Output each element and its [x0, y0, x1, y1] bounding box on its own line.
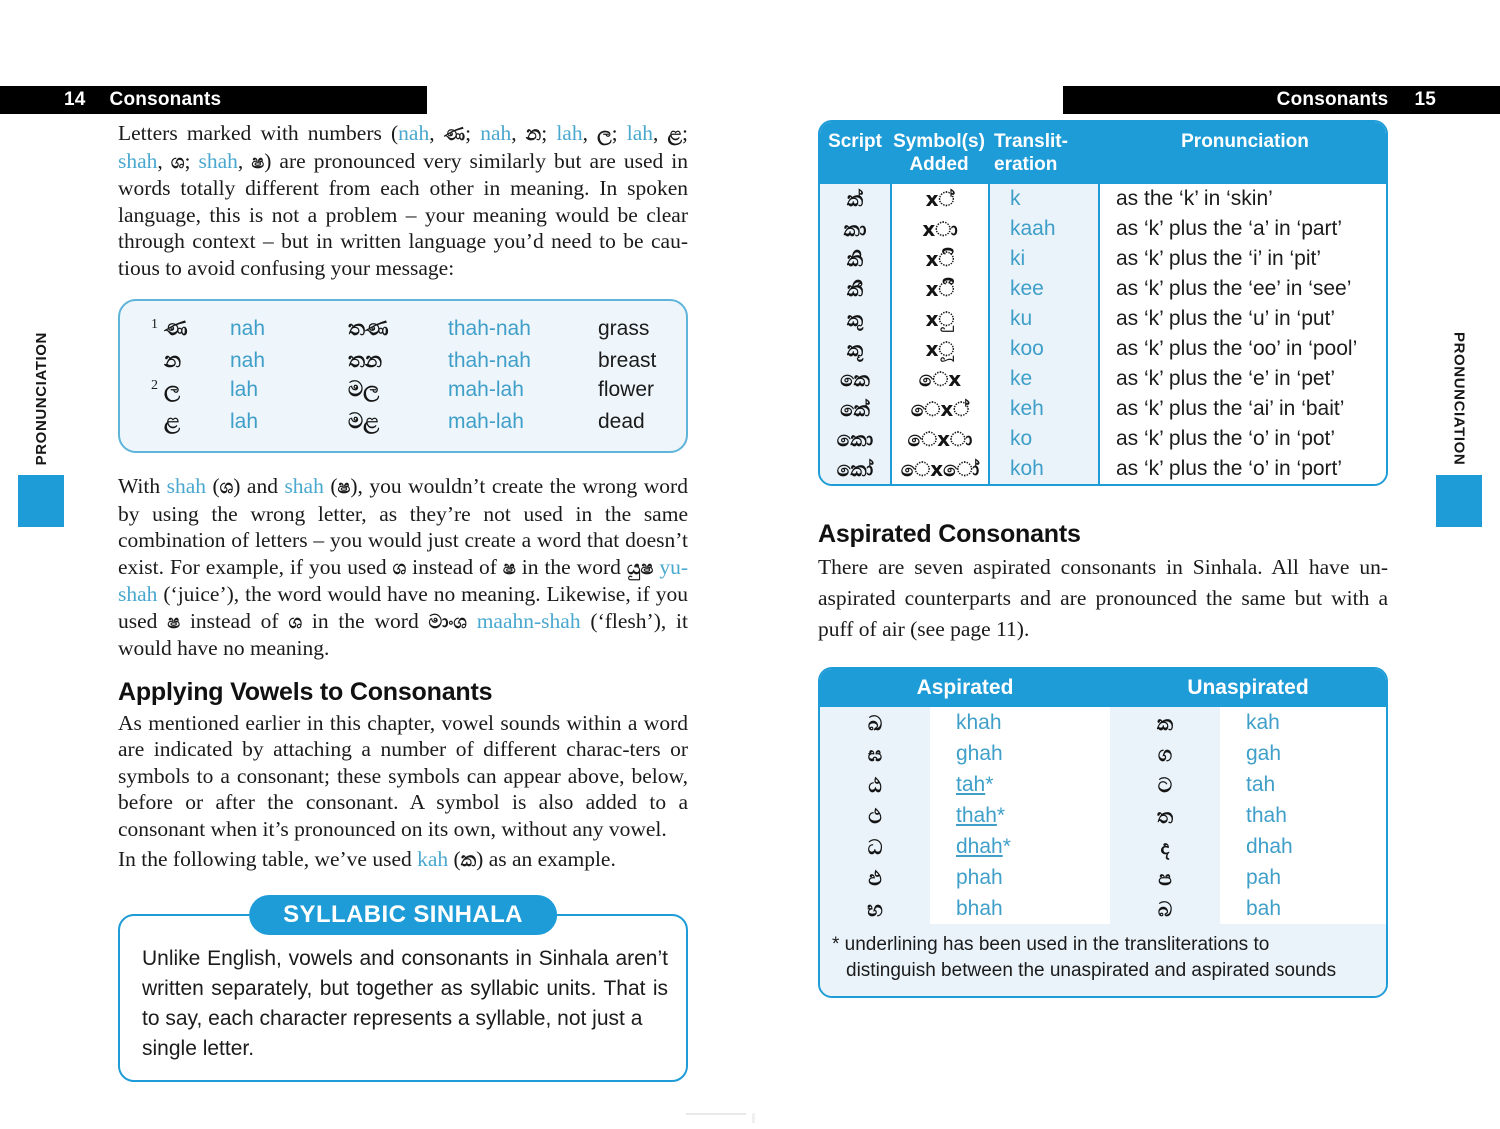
word-script-compound: මළ — [348, 409, 380, 433]
word-comparison-box — [118, 299, 688, 453]
table-cell-script: කෙ — [840, 367, 870, 391]
section-heading-aspirated: Aspirated Consonants — [818, 520, 1081, 548]
table-cell-aspirated-translit — [930, 738, 1110, 769]
running-head-right — [1063, 86, 1500, 114]
translit-text: bhah — [956, 896, 1003, 920]
intro-text-2: ) are pronounced very similarly but are used in words totally different from each other in meaning. In spoken language, this is not a problem – your meaning would be clear through context – but in written language you’d need to be cau-tious to avoid confusing your message: — [118, 148, 689, 280]
table-cell-pronunciation: as ‘k’ plus the ‘i’ in ‘pit’ — [1116, 247, 1322, 270]
gutter-mark — [686, 1113, 746, 1115]
callout-body — [142, 944, 668, 1064]
page-number-left: 14 — [64, 89, 86, 110]
table-cell-script: කු — [846, 307, 864, 331]
shah-script-6: ෂ — [167, 610, 181, 633]
word-row — [120, 346, 686, 375]
aspirated-table-footnote — [820, 924, 1386, 996]
word-script: ල — [164, 377, 181, 401]
table-cell-aspirated-translit — [930, 800, 1110, 831]
table-cell-pronunciation: as the ‘k’ in ‘skin’ — [1116, 187, 1273, 210]
table-cell-symbol: xා — [922, 217, 958, 241]
intro-script-2: න — [525, 123, 542, 145]
table-cell-unaspirated-translit: tah — [1246, 772, 1276, 796]
col-header-translit-line1: Translit- — [994, 131, 1068, 152]
callout-body-text: Unlike English, vowels and consonants in Sinhala aren’t written separately, but together as syllabic units. That is to say, each character represents a syllable, not just a — [142, 946, 668, 1030]
word-script-compound: මල — [348, 377, 380, 401]
col-header-aspirated: Aspirated — [916, 676, 1014, 699]
intro-script-6: ෂ — [251, 150, 265, 173]
word-translit: nah — [230, 349, 266, 372]
table-cell-script: කූ — [846, 337, 864, 361]
thumb-tab-left — [18, 332, 64, 527]
shah-script-1: ශ — [219, 476, 234, 498]
word-script: ළ — [164, 409, 181, 433]
vowels-paragraph-2 — [118, 846, 688, 874]
table-cell-symbol: xූ — [925, 337, 955, 361]
sep-1: ; — [465, 121, 481, 145]
word-translit-compound: thah-nah — [448, 349, 531, 372]
translit-star: * — [996, 803, 1006, 827]
table-cell-translit: koo — [1010, 337, 1044, 360]
table-cell-script: කා — [843, 217, 867, 241]
table-cell-aspirated-translit — [930, 707, 1110, 738]
table-cell-translit: k — [1010, 187, 1021, 210]
word-meaning: dead — [598, 410, 645, 433]
vowel-col-transliteration — [988, 184, 1098, 484]
table-cell-unaspirated-script: බ — [1157, 896, 1173, 921]
table-cell-pronunciation: as ‘k’ plus the ‘oo’ in ‘pool’ — [1116, 337, 1358, 360]
word-row — [120, 407, 686, 436]
unaspirated-col-translit — [1220, 707, 1386, 924]
translit-text: ghah — [956, 741, 1003, 765]
table-cell-translit: ku — [1010, 307, 1033, 330]
vowel-col-script — [820, 184, 890, 484]
sep-5: ; — [184, 148, 199, 173]
aspirated-paragraph: There are seven aspirated consonants in Sinhala. All have un-aspirated counterparts and are pronounced the same but with a puff of air (see page 11). — [818, 555, 1388, 641]
thumb-tab-chip-left — [18, 475, 64, 527]
vowel-col-symbol — [890, 184, 988, 484]
col-header-translit-line2: eration — [994, 154, 1058, 175]
col-header-symbol — [890, 130, 988, 176]
callout-title: SYLLABIC SINHALA — [249, 895, 557, 935]
translit-text: dhah — [956, 834, 1003, 858]
table-cell-symbol: xු — [925, 307, 955, 331]
page-number-right: 15 — [1414, 89, 1436, 110]
vowel-table-body — [820, 184, 1386, 484]
table-cell-unaspirated-translit: dhah — [1246, 834, 1293, 858]
table-cell-script: කි — [846, 247, 864, 271]
table-cell-aspirated-translit — [930, 893, 1110, 924]
table-cell-translit: ke — [1010, 367, 1033, 390]
callout-body-last: single letter. — [142, 1036, 255, 1060]
shah-text-7: in the word — [515, 554, 627, 579]
word-row — [120, 375, 686, 407]
table-cell-pronunciation: as ‘k’ plus the ‘a’ in ‘part’ — [1116, 217, 1343, 240]
syllabic-sinhala-callout — [118, 900, 688, 1082]
maahn-shah-translit: maahn-shah — [476, 608, 581, 633]
kah-translit: kah — [417, 847, 449, 871]
table-cell-symbol: ෙx් — [910, 397, 970, 421]
table-cell-unaspirated-script: ද — [1160, 834, 1170, 859]
table-cell-aspirated-script: ඝ — [867, 741, 883, 766]
intro-text-1: Letters marked with numbers ( — [118, 121, 399, 145]
thumb-tab-label-right: PRONUNCIATION — [1450, 332, 1468, 466]
kah-script: ක — [460, 849, 477, 871]
aspirated-table-body — [820, 707, 1386, 924]
aspirated-col-translit — [930, 707, 1110, 924]
word-translit: lah — [230, 378, 259, 401]
word-script: න — [164, 348, 182, 372]
table-cell-unaspirated-script: ග — [1157, 741, 1173, 766]
intro-script-4: ළ — [667, 123, 683, 145]
shah-script-7: ශ — [288, 610, 303, 633]
translit-text: phah — [956, 865, 1003, 889]
intro-script-3: ල — [597, 123, 612, 145]
yu-shah-translit: yu-shah — [118, 554, 688, 606]
table-cell-script: ක් — [846, 187, 864, 211]
shah-script-2: ෂ — [337, 476, 351, 498]
table-cell-script: කො — [836, 427, 874, 451]
intro-script-5: ශ — [170, 150, 185, 173]
table-cell-unaspirated-script: ක — [1156, 710, 1174, 735]
table-cell-unaspirated-translit: thah — [1246, 803, 1287, 827]
shah-text-1: With — [118, 474, 167, 498]
table-cell-symbol: xි — [925, 247, 955, 271]
sep-4: ; — [682, 121, 689, 145]
translit-text: tah — [956, 772, 986, 796]
shah-text-8: (‘juice’), the word would have no meaning. Likewise, if you used — [118, 582, 688, 633]
table-cell-pronunciation: as ‘k’ plus the ‘o’ in ‘pot’ — [1116, 427, 1336, 450]
table-cell-aspirated-script: ඨ — [868, 772, 882, 797]
col-header-symbol-line2: Added — [909, 154, 969, 175]
vowels-text-2: ( — [448, 847, 461, 871]
table-cell-pronunciation: as ‘k’ plus the ‘o’ in ‘port’ — [1116, 457, 1343, 480]
section-heading-applying-vowels: Applying Vowels to Consonants — [118, 677, 493, 706]
table-cell-translit: ko — [1010, 427, 1033, 450]
table-cell-symbol: ෙxා — [907, 427, 973, 451]
intro-nah-1: nah — [398, 121, 430, 145]
translit-star: * — [1002, 834, 1011, 858]
col-header-symbol-line1: Symbol(s) — [893, 131, 985, 152]
footnote-line-1: * underlining has been used in the transliterations to — [832, 934, 1270, 955]
shah-space-2 — [467, 609, 477, 633]
word-translit-compound: mah-lah — [448, 410, 524, 433]
footnote-marker: 2 — [151, 378, 158, 393]
shah-text-5: ), you wouldn’t create the wrong word by using the wrong letter, as they’re not used in the same combination of letters – you would just create a word that doesn’t exist. For example, if you used — [118, 474, 688, 579]
table-cell-aspirated-script: ඛ — [867, 710, 883, 735]
running-head-left — [0, 86, 427, 114]
table-cell-symbol: ෙx — [918, 367, 962, 391]
table-cell-aspirated-script: ඵ — [868, 865, 882, 890]
word-row — [120, 314, 686, 346]
thumb-tab-right — [1436, 332, 1482, 527]
footnote-marker: 1 — [151, 317, 158, 332]
shah-script-5: යුෂ — [626, 556, 654, 579]
table-cell-symbol: ෙxෝ — [900, 457, 980, 481]
table-cell-translit: kaah — [1010, 217, 1056, 240]
translit-text: thah — [956, 803, 997, 827]
vowels-paragraph: As mentioned earlier in this chapter, vowel sounds within a word are indicated by attaching a number of different charac-ters or symbols to a consonant; these symbols can appear above, below, before or after the consonant. A symbol is also added to a consonant when it’s pronounced on its own, without any vowel. — [118, 710, 688, 841]
intro-paragraph: Letters marked with numbers (nah, ණ; nah, න; lah, ල; lah, ළ; shah, ශ; shah, ෂ) are pronounced very similarly but are used in words totally different from each other in meaning. In spoken language, this is not a problem – your meaning would be clear through context – but in written language you’d need to be cau-tious to avoid confusing your message: — [118, 121, 689, 280]
left-page — [118, 120, 688, 1082]
table-cell-aspirated-script: ථ — [868, 803, 882, 828]
aspirated-consonants-table — [818, 667, 1388, 998]
col-header-script: Script — [828, 131, 882, 152]
word-meaning: flower — [598, 378, 655, 401]
table-cell-unaspirated-translit: pah — [1246, 865, 1282, 889]
footnote-line-2: distinguish between the unaspirated and aspirated sounds — [846, 960, 1337, 981]
intro-shah-1: shah — [118, 148, 158, 173]
intro-lah-2: lah — [626, 121, 654, 145]
table-cell-translit: keh — [1010, 397, 1044, 420]
vowels-text-3: ) as an example. — [476, 847, 616, 871]
intro-lah-1: lah — [556, 121, 583, 145]
table-cell-unaspirated-translit: bah — [1246, 896, 1282, 920]
right-page — [818, 120, 1388, 998]
intro-nah-2: nah — [480, 121, 512, 145]
table-cell-unaspirated-translit: kah — [1246, 710, 1280, 734]
shah-text-2: ( — [206, 474, 220, 498]
table-cell-aspirated-translit — [930, 862, 1110, 893]
table-cell-pronunciation: as ‘k’ plus the ‘ai’ in ‘bait’ — [1116, 397, 1345, 420]
table-cell-aspirated-script: ධ — [867, 834, 883, 859]
word-meaning: breast — [598, 349, 657, 372]
table-cell-pronunciation: as ‘k’ plus the ‘e’ in ‘pet’ — [1116, 367, 1336, 390]
shah-script-4: ෂ — [502, 556, 516, 579]
shah-text-10: in the word — [302, 608, 429, 633]
sep-2: ; — [541, 121, 557, 145]
table-cell-unaspirated-script: ත — [1156, 803, 1174, 828]
aspirated-col-script — [820, 707, 930, 924]
table-cell-aspirated-translit — [930, 769, 1110, 800]
table-cell-script: කී — [846, 277, 864, 301]
table-cell-unaspirated-script: ප — [1158, 865, 1172, 890]
table-cell-script: කෝ — [836, 457, 874, 481]
col-header-unaspirated: Unaspirated — [1187, 676, 1309, 699]
intro-shah-2: shah — [198, 148, 238, 173]
col-header-pronunciation: Pronunciation — [1181, 131, 1309, 152]
unaspirated-col-script — [1110, 707, 1220, 924]
shah-text-3: ) and — [233, 474, 285, 498]
table-cell-translit: ki — [1010, 247, 1026, 270]
table-cell-symbol: x් — [925, 187, 955, 211]
vowel-table-header — [820, 122, 1386, 184]
chapter-title-left: Consonants — [109, 89, 222, 110]
word-meaning: grass — [598, 317, 650, 340]
aspirated-table-header — [820, 669, 1386, 707]
translit-text: khah — [956, 710, 1002, 734]
shah-word-1: shah — [166, 474, 207, 498]
table-cell-unaspirated-translit: gah — [1246, 741, 1282, 765]
shah-script-8: මාංශ — [428, 610, 467, 633]
table-cell-unaspirated-script: ට — [1157, 772, 1173, 797]
table-cell-translit: koh — [1010, 457, 1044, 480]
thumb-tab-chip-right — [1436, 475, 1482, 527]
word-translit: nah — [230, 317, 266, 340]
vowel-symbol-table — [818, 120, 1388, 486]
word-translit-compound: mah-lah — [448, 378, 524, 401]
word-translit: lah — [230, 410, 259, 433]
translit-star: * — [985, 772, 994, 796]
word-script: ණ — [164, 316, 188, 340]
table-cell-aspirated-translit — [930, 831, 1110, 862]
col-header-transliteration — [988, 130, 1104, 176]
vowel-col-pronunciation — [1098, 184, 1386, 484]
word-translit-compound: thah-nah — [448, 317, 531, 340]
table-cell-pronunciation: as ‘k’ plus the ‘ee’ in ‘see’ — [1116, 277, 1352, 300]
shah-text-9: instead of — [180, 608, 289, 633]
shah-script-3: ශ — [392, 556, 407, 579]
shah-text-11: (‘flesh’), it would have no meaning. — [118, 608, 689, 660]
shah-text-4: ( — [323, 474, 338, 498]
gutter-mark-2 — [752, 1113, 755, 1123]
shah-word-2: shah — [284, 474, 324, 498]
intro-script-1: ණ — [443, 123, 466, 145]
table-cell-symbol: xී — [925, 277, 955, 301]
word-script-compound: තණ — [348, 316, 389, 340]
table-cell-translit: kee — [1010, 277, 1044, 300]
table-cell-aspirated-script: භ — [867, 896, 883, 921]
shah-text-6: instead of — [406, 554, 503, 579]
shah-paragraph — [118, 473, 688, 662]
thumb-tab-label-left: PRONUNCIATION — [32, 332, 50, 466]
table-cell-script: කේ — [840, 397, 870, 421]
chapter-title-right: Consonants — [1276, 89, 1389, 110]
vowels-text-1: In the following table, we’ve used — [118, 847, 418, 871]
sep-3: ; — [611, 121, 627, 145]
word-script-compound: තන — [348, 348, 383, 372]
table-cell-pronunciation: as ‘k’ plus the ‘u’ in ‘put’ — [1116, 307, 1336, 330]
